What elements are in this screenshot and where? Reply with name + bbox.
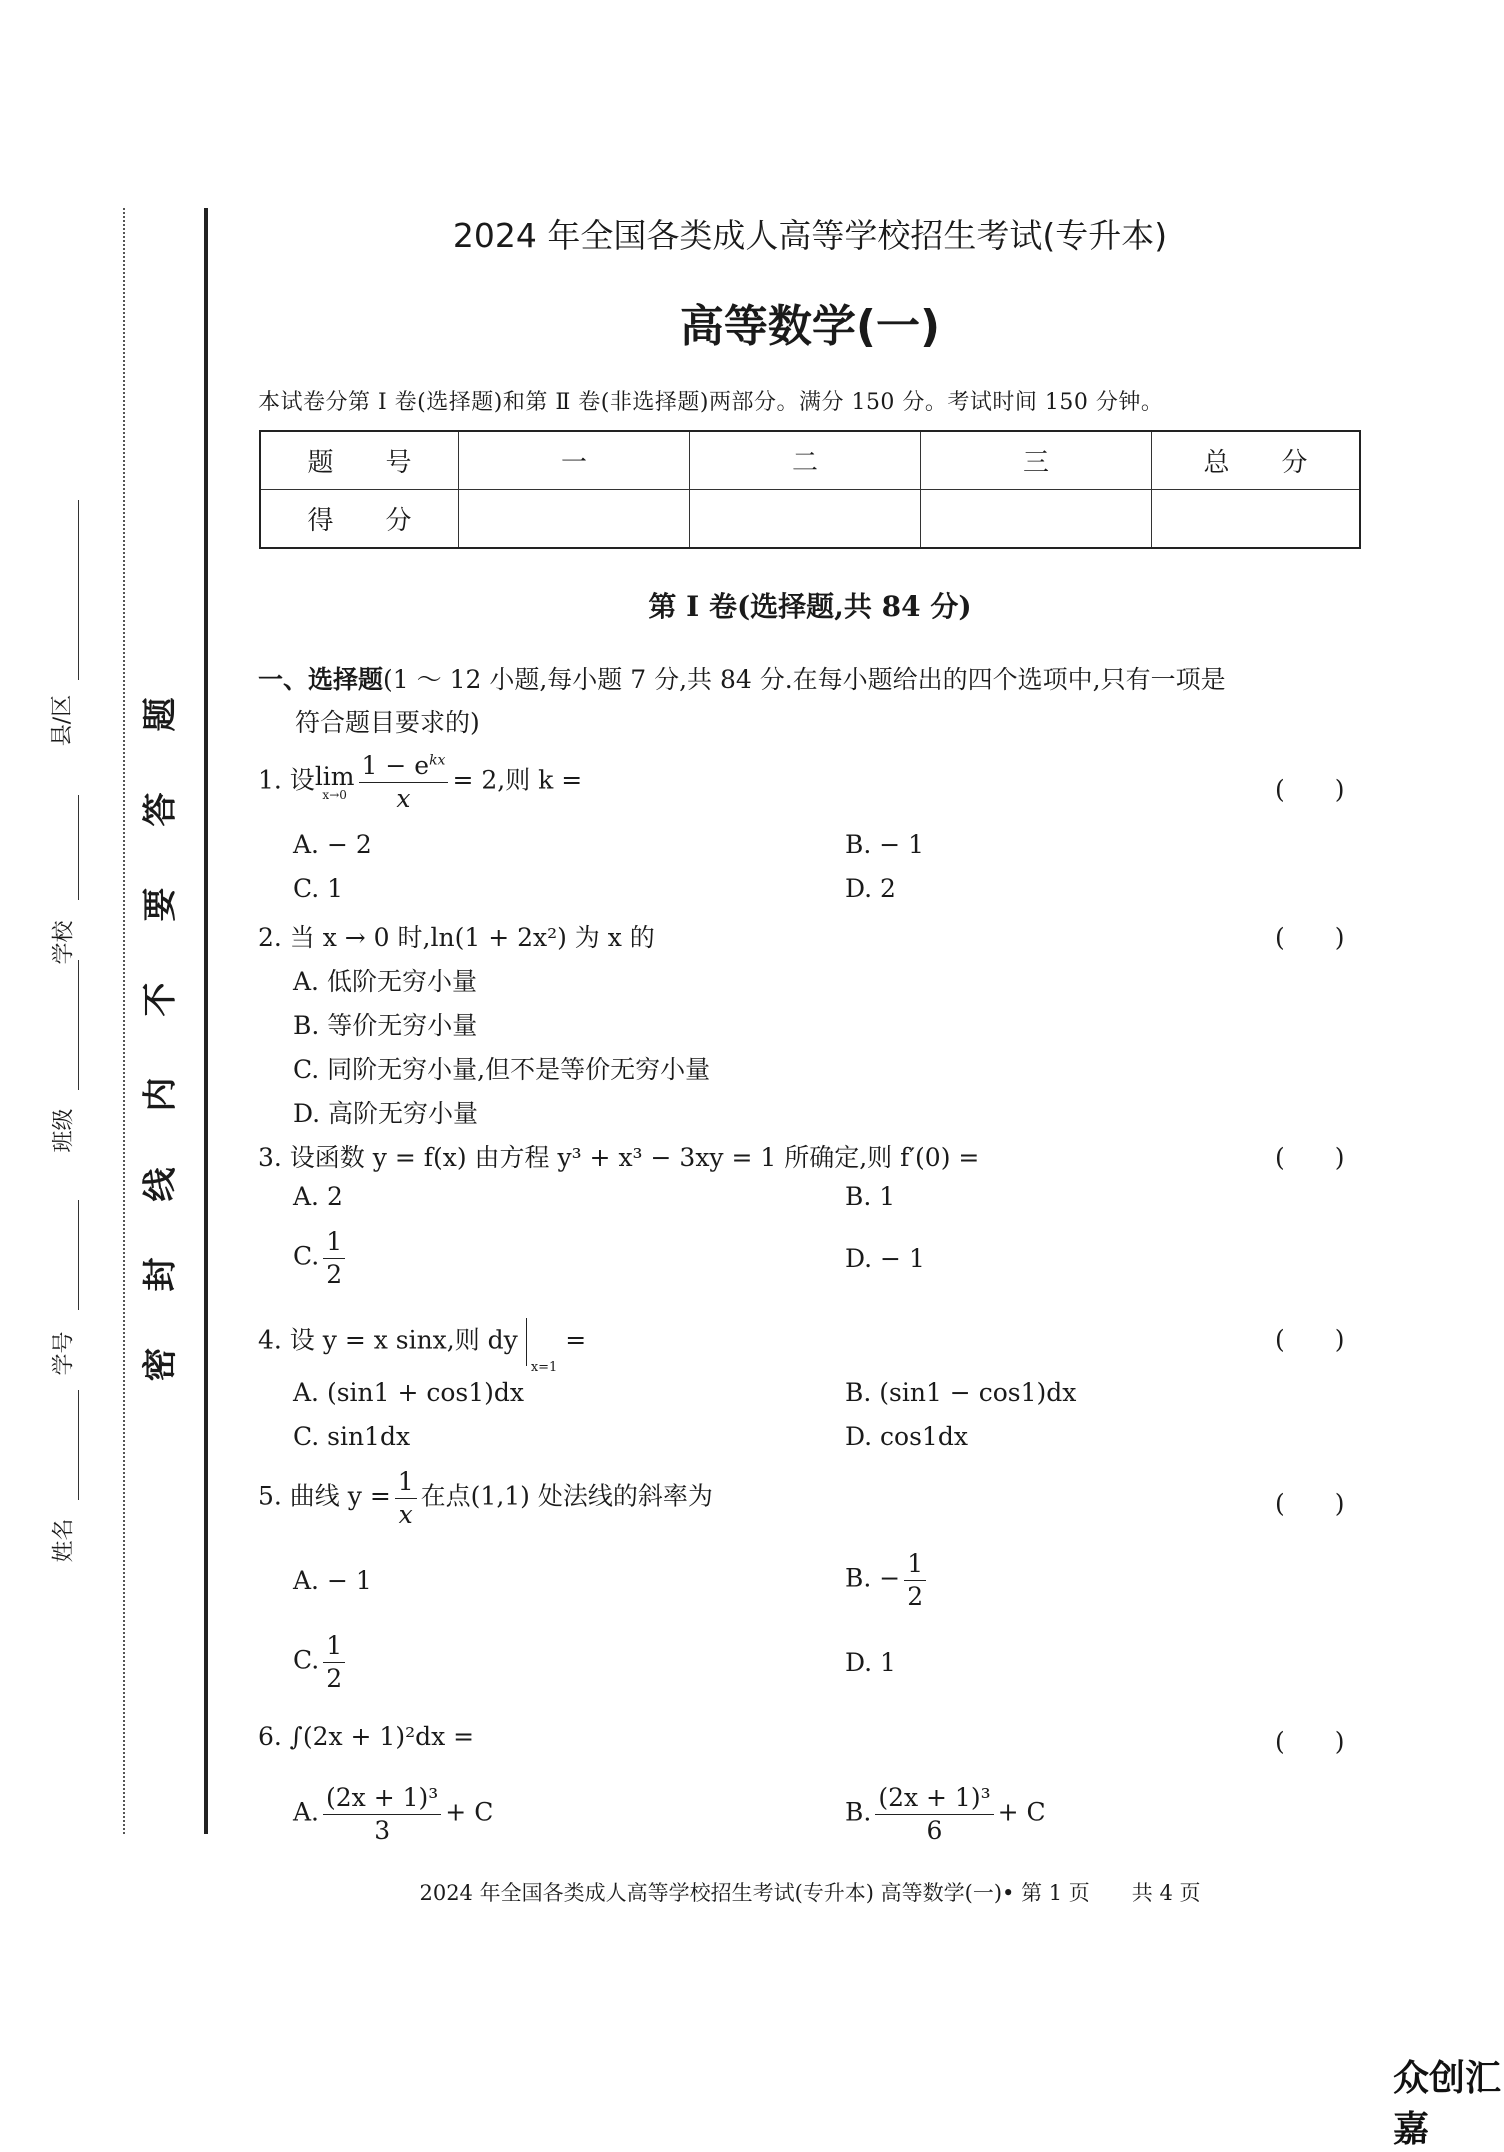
q6-a-num: (2x + 1)³ xyxy=(323,1784,441,1815)
q5-num: 1 xyxy=(395,1468,417,1499)
q1-lim-word: lim xyxy=(314,761,355,791)
answer-paren-q2[interactable]: ( ) xyxy=(1275,923,1345,952)
q3-c-fraction xyxy=(323,1228,345,1288)
q4-option-a[interactable]: A. (sin1 + cos1)dx xyxy=(293,1378,525,1407)
q5-option-b[interactable] xyxy=(845,1550,930,1610)
q1-num-sup: kx xyxy=(429,752,446,769)
q6-b-label: B. xyxy=(845,1797,872,1827)
q6-a-label: A. xyxy=(293,1797,320,1827)
q5-c-fraction xyxy=(323,1632,345,1692)
q1-pre: 1. 设 xyxy=(258,765,315,795)
q6-a-fraction xyxy=(323,1784,441,1844)
question-2-stem: 2. 当 x → 0 时,ln(1 + 2x²) 为 x 的 xyxy=(258,923,655,952)
score-row-label: 得 分 xyxy=(260,490,459,549)
score-cell[interactable] xyxy=(921,490,1152,549)
q5-b-num: 1 xyxy=(904,1550,926,1581)
subject-title: 高等数学(一) xyxy=(679,301,941,352)
answer-paren-q6[interactable]: ( ) xyxy=(1275,1727,1345,1756)
exam-intro: 本试卷分第 Ⅰ 卷(选择题)和第 Ⅱ 卷(非选择题)两部分。满分 150 分。考试时间 150 分钟。 xyxy=(258,390,1164,415)
q6-option-b[interactable] xyxy=(845,1784,1046,1844)
score-header-label: 题 号 xyxy=(260,431,459,490)
seal-char: 答 xyxy=(140,792,181,827)
q3-option-d[interactable]: D. − 1 xyxy=(845,1244,925,1273)
answer-paren-q5[interactable]: ( ) xyxy=(1275,1489,1345,1518)
q3-c-den: 2 xyxy=(326,1259,343,1289)
score-col-1: 一 xyxy=(459,431,690,490)
question-3-stem: 3. 设函数 y = f(x) 由方程 y³ + x³ − 3xy = 1 所确定,则 f′(0) = xyxy=(258,1143,980,1172)
q5-option-c[interactable] xyxy=(293,1632,349,1692)
q1-option-a[interactable]: A. − 2 xyxy=(293,830,372,859)
section-instr-bold: 一、选择题 xyxy=(258,665,384,694)
q4-option-c[interactable]: C. sin1dx xyxy=(293,1422,411,1451)
name-field-line[interactable] xyxy=(78,1390,79,1500)
q6-b-num: (2x + 1)³ xyxy=(875,1784,993,1815)
binding-solid-line xyxy=(204,208,208,1834)
student-id-field-line[interactable] xyxy=(78,1200,79,1310)
score-col-2: 二 xyxy=(690,431,921,490)
q4-eval-bar xyxy=(526,1318,527,1366)
section-instructions xyxy=(258,660,1226,696)
question-1-stem xyxy=(258,752,582,812)
seal-char: 题 xyxy=(140,697,181,732)
q5-den: x xyxy=(398,1499,413,1529)
q5-b-den: 2 xyxy=(907,1581,924,1611)
section-instr-line2: 符合题目要求的) xyxy=(295,708,480,737)
question-4-stem xyxy=(258,1318,587,1375)
q1-option-c[interactable]: C. 1 xyxy=(293,874,344,903)
q3-c-label: C. xyxy=(293,1241,320,1271)
q2-option-d[interactable]: D. 高阶无穷小量 xyxy=(293,1099,479,1128)
seal-char: 内 xyxy=(140,1077,181,1112)
q4-post: = xyxy=(565,1325,587,1355)
q5-c-label: C. xyxy=(293,1645,320,1675)
score-cell[interactable] xyxy=(690,490,921,549)
class-field-label: 班级 xyxy=(51,1108,77,1153)
q1-lim-sub: x→0 xyxy=(322,787,347,802)
q1-denominator: x xyxy=(396,783,411,813)
q4-option-d[interactable]: D. cos1dx xyxy=(845,1422,968,1451)
q1-option-b[interactable]: B. − 1 xyxy=(845,830,925,859)
q3-c-num: 1 xyxy=(323,1228,345,1259)
q6-a-den: 3 xyxy=(374,1815,391,1845)
q1-numerator: 1 − e xyxy=(361,751,430,780)
seal-char: 要 xyxy=(140,887,181,922)
q2-option-c[interactable]: C. 同阶无穷小量,但不是等价无穷小量 xyxy=(293,1055,711,1084)
exam-title: 2024 年全国各类成人高等学校招生考试(专升本) xyxy=(452,216,1168,255)
section-title: 第 Ⅰ 卷(选择题,共 84 分) xyxy=(648,590,972,623)
q6-a-post: + C xyxy=(445,1797,494,1827)
seal-char: 不 xyxy=(140,982,181,1017)
class-field-line[interactable] xyxy=(78,960,79,1090)
q6-option-a[interactable] xyxy=(293,1784,493,1844)
score-table xyxy=(259,430,1361,549)
answer-paren-q1[interactable]: ( ) xyxy=(1275,775,1345,804)
q6-b-post: + C xyxy=(997,1797,1046,1827)
score-col-3: 三 xyxy=(921,431,1152,490)
question-5-stem xyxy=(258,1468,713,1528)
question-6-stem: 6. ∫(2x + 1)²dx = xyxy=(258,1722,475,1751)
q1-fraction xyxy=(359,752,449,812)
q5-option-a[interactable]: A. − 1 xyxy=(293,1566,372,1595)
cut-dotted-line xyxy=(123,208,125,1834)
school-field-label: 学校 xyxy=(51,920,77,965)
q4-eval-sub: x=1 xyxy=(530,1359,558,1375)
seal-char: 密 xyxy=(140,1347,181,1382)
answer-paren-q4[interactable]: ( ) xyxy=(1275,1325,1345,1354)
answer-paren-q3[interactable]: ( ) xyxy=(1275,1143,1345,1172)
county-field-label: 县/区 xyxy=(50,694,76,747)
q5-b-label: B. − xyxy=(845,1563,901,1593)
q5-option-d[interactable]: D. 1 xyxy=(845,1648,896,1677)
county-field-line[interactable] xyxy=(78,500,79,680)
name-field-label: 姓名 xyxy=(51,1518,77,1563)
school-field-line[interactable] xyxy=(78,795,79,900)
seal-char: 线 xyxy=(140,1167,181,1202)
q3-option-c[interactable] xyxy=(293,1228,349,1288)
score-col-total: 总 分 xyxy=(1152,431,1361,490)
student-id-field-label: 学号 xyxy=(51,1331,77,1376)
q2-option-b[interactable]: B. 等价无穷小量 xyxy=(293,1011,478,1040)
q5-b-fraction xyxy=(904,1550,926,1610)
watermark-logo: 众创汇嘉 xyxy=(1393,2058,1502,2150)
q6-b-den: 6 xyxy=(926,1815,943,1845)
q4-stem-text: 4. 设 y = x sinx,则 dy xyxy=(258,1325,518,1355)
q1-option-d[interactable]: D. 2 xyxy=(845,874,896,903)
q1-post: = 2,则 k = xyxy=(452,765,583,795)
score-cell[interactable] xyxy=(459,490,690,549)
q1-lim xyxy=(314,761,355,802)
page-footer: 2024 年全国各类成人高等学校招生考试(专升本) 高等数学(一)• 第 1 页 共 4 页 xyxy=(419,1881,1201,1905)
seal-char: 封 xyxy=(140,1257,181,1292)
q2-option-a[interactable]: A. 低阶无穷小量 xyxy=(293,967,477,996)
q5-fraction xyxy=(395,1468,417,1528)
q5-c-num: 1 xyxy=(323,1632,345,1663)
q3-option-a[interactable]: A. 2 xyxy=(293,1182,343,1211)
score-cell[interactable] xyxy=(1152,490,1361,549)
section-instr-line1: (1 ～ 12 小题,每小题 7 分,共 84 分.在每小题给出的四个选项中,只有一项是 xyxy=(383,665,1226,694)
q5-c-den: 2 xyxy=(326,1663,343,1693)
q6-b-fraction xyxy=(875,1784,993,1844)
q3-option-b[interactable]: B. 1 xyxy=(845,1182,896,1211)
q5-pre: 5. 曲线 y = xyxy=(258,1481,391,1511)
q5-post: 在点(1,1) 处法线的斜率为 xyxy=(420,1481,713,1511)
q4-option-b[interactable]: B. (sin1 − cos1)dx xyxy=(845,1378,1077,1407)
